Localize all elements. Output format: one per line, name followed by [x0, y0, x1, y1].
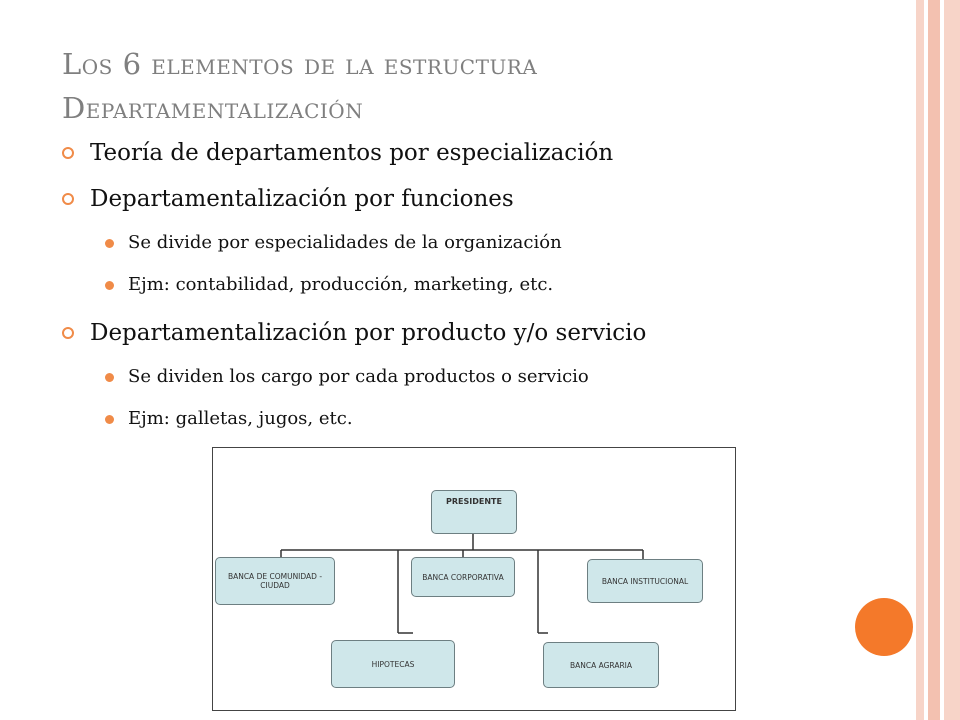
org-node-banca-institucional: BANCA INSTITUCIONAL	[587, 559, 703, 603]
orange-accent-circle	[855, 598, 913, 656]
bullet-level2: Se dividen los cargo por cada productos o servicio	[62, 366, 902, 408]
org-node-president: PRESIDENTE	[431, 490, 517, 534]
org-node-banca-corporativa: BANCA CORPORATIVA	[411, 557, 515, 597]
bullet-level2: Se divide por especialidades de la organización	[62, 232, 902, 274]
right-edge-stripes	[914, 0, 960, 720]
bullet-level2: Ejm: galletas, jugos, etc.	[62, 408, 902, 450]
bullet-level2: Ejm: contabilidad, producción, marketing, etc.	[62, 274, 902, 320]
title-line-1: Los 6 elementos de la estructura	[62, 47, 538, 81]
bullet-level1: Departamentalización por funciones	[62, 186, 902, 232]
slide-title	[62, 42, 902, 130]
bullet-list	[62, 140, 902, 450]
org-chart	[212, 447, 736, 711]
title-line-2: Departamentalización	[62, 91, 364, 125]
org-node-banca-agraria: BANCA AGRARIA	[543, 642, 659, 688]
bullet-level1: Departamentalización por producto y/o servicio	[62, 320, 902, 366]
org-node-hipotecas: HIPOTECAS	[331, 640, 455, 688]
org-node-banca-comunidad: BANCA DE COMUNIDAD - CIUDAD	[215, 557, 335, 605]
bullet-level1: Teoría de departamentos por especialización	[62, 140, 902, 186]
